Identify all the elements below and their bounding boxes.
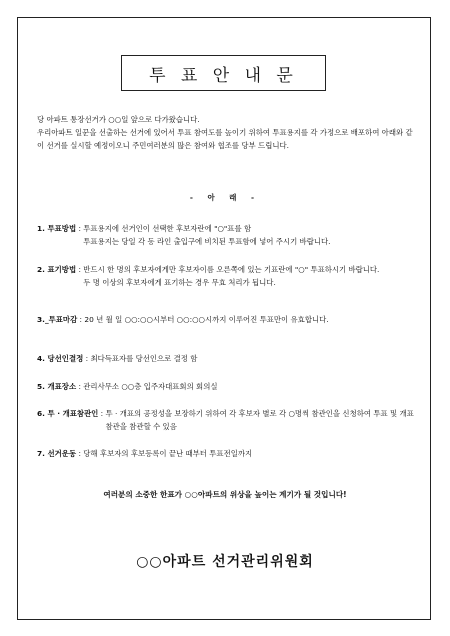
item-campaign <box>37 447 417 460</box>
item-line: 투표용지는 당일 각 동 라인 출입구에 비치된 투표함에 넣어 주시기 바랍니다. <box>83 237 331 246</box>
item-marking-method <box>37 263 417 289</box>
item-separator: : <box>76 382 84 391</box>
item-label: 4. 당선인결정 <box>37 354 84 363</box>
item-separator: : <box>76 449 84 458</box>
intro-line-1: 당 아파트 통장선거가 ○○일 앞으로 다가왔습니다. <box>37 115 200 124</box>
item-label: 1. 투표방법 <box>37 224 77 233</box>
item-body <box>83 263 417 289</box>
item-line: 20 년 월 일 ○○:○○시부터 ○○:○○시까지 이루어진 투표만이 유효합니다. <box>84 315 329 324</box>
item-winner-decision <box>37 352 417 365</box>
item-observers <box>37 407 417 433</box>
item-line: 당해 후보자의 후보등록이 끝난 때부터 투표전일까지 <box>83 449 253 458</box>
item-voting-deadline <box>37 313 417 326</box>
item-label: 2. 표기방법 <box>37 265 77 274</box>
intro-line-2: 우리아파트 일꾼을 선출하는 선거에 있어서 투표 참여도를 높이기 위하여 투표용지를 각 가정으로 배포하여 아래와 같이 선거를 실시할 예정이오니 주민여러분의 많은 참여와 협조를 당부 드립니다. <box>37 128 413 150</box>
item-voting-method <box>37 222 417 248</box>
item-body <box>84 313 417 326</box>
item-line: 투 · 개표의 공정성을 보장하기 위하여 각 후보자 별로 각 ○명씩 참관인을 신청하여 투표 및 개표참관을 참관할 수 있음 <box>105 409 414 431</box>
item-separator: : <box>76 224 84 233</box>
item-separator: : <box>98 409 106 418</box>
item-separator: : <box>77 315 85 324</box>
item-body <box>83 380 417 393</box>
item-body <box>90 352 417 365</box>
item-counting-place <box>37 380 417 393</box>
item-body <box>83 447 417 460</box>
item-label: 6. 투 · 개표참관인 <box>37 409 99 418</box>
notice-heading: - 아 래 - <box>189 193 261 202</box>
item-body <box>106 407 417 433</box>
closing-message: 여러분의 소중한 한표가 ○○아파트의 위상을 높이는 계기가 될 것입니다! <box>103 490 347 499</box>
item-line: 반드시 한 명의 후보자에게만 후보자이름 오른쪽에 있는 기표란에 "○" 투표하시기 바랍니다. <box>83 265 380 274</box>
item-line: 최다득표자를 당선인으로 결정 함 <box>90 354 198 363</box>
item-line: 두 명 이상의 후보자에게 표기하는 경우 무효 처리가 됩니다. <box>83 278 276 287</box>
intro-paragraph <box>37 113 413 152</box>
title-box <box>121 55 326 91</box>
item-separator: : <box>76 265 84 274</box>
organization-name: ○○아파트 선거관리위원회 <box>136 554 314 570</box>
item-label: 7. 선거운동 <box>37 449 77 458</box>
item-line: 투표용지에 선거인이 선택한 후보자란에 "○"표를 함 <box>83 224 252 233</box>
item-line: 관리사무소 ○○층 입주자대표회의 회의실 <box>83 382 218 391</box>
document-title: 투 표 안 내 문 <box>149 65 298 86</box>
item-body <box>83 222 417 248</box>
item-label: 5. 개표장소 <box>37 382 77 391</box>
item-label: 3._투표마감 <box>37 315 78 324</box>
item-separator: : <box>83 354 91 363</box>
